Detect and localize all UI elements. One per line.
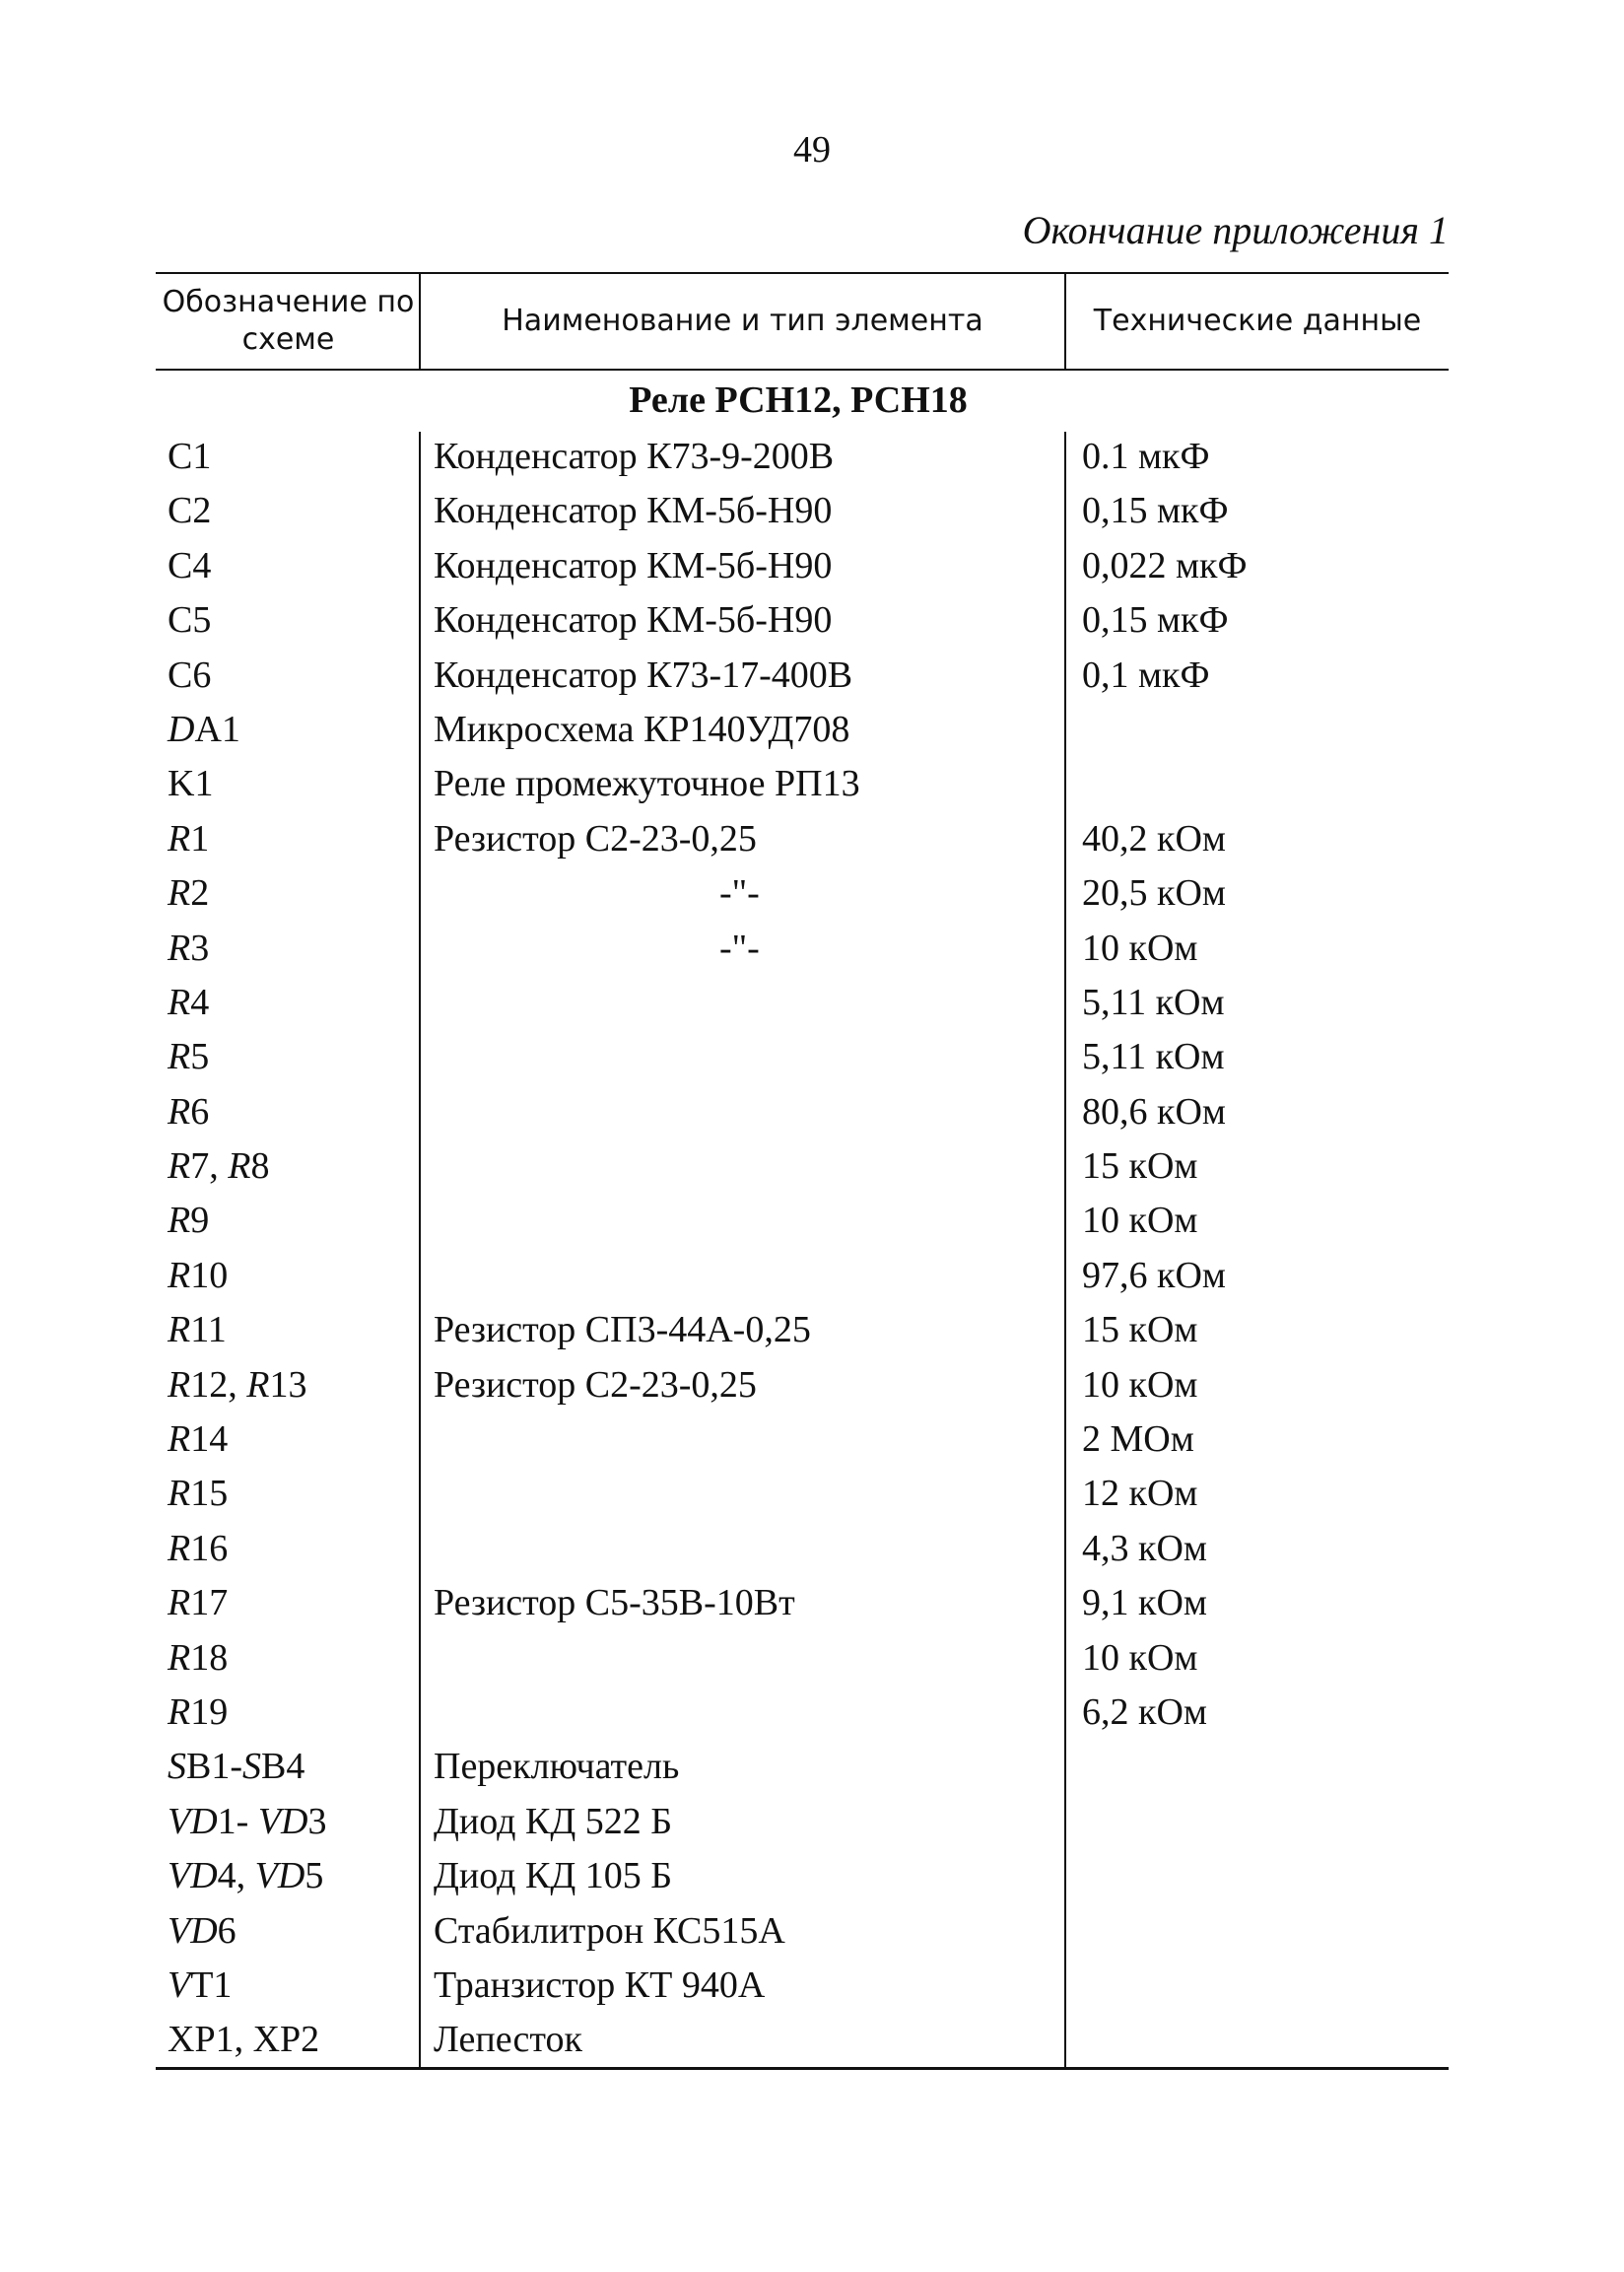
designation-part: A1 [194, 708, 240, 750]
table-row [0, 593, 1624, 648]
appendix-subtitle: Окончание приложения 1 [1022, 208, 1449, 252]
designation-part: R [168, 1582, 191, 1624]
table-row [0, 2013, 1624, 2067]
designation-cell [168, 703, 240, 757]
designation-cell [168, 1467, 228, 1521]
designation-part: V [168, 1963, 191, 2006]
designation-part: R [168, 872, 191, 915]
technical-data-cell: 10 кОм [1082, 1200, 1198, 1242]
designation-cell [168, 1303, 227, 1357]
technical-data-cell: 5,11 кОм [1082, 981, 1225, 1023]
section-title: Реле РСН12, РСН18 [629, 379, 968, 421]
designation-cell [168, 1904, 237, 1959]
designation-part: 8 [250, 1145, 270, 1188]
technical-data-cell: 10 кОм [1082, 1636, 1198, 1679]
designation-part: R [168, 1200, 191, 1242]
element-name-cell: Резистор С2-23-0,25 [434, 1363, 757, 1406]
table-row [0, 649, 1624, 703]
designation-part: 3 [190, 927, 210, 969]
technical-data-cell: 10 кОм [1082, 1363, 1198, 1406]
designation-part: R [168, 1636, 191, 1679]
technical-data-cell: 0,15 мкФ [1082, 599, 1229, 642]
technical-data-cell: 0,022 мкФ [1082, 544, 1248, 586]
designation-cell [168, 922, 209, 976]
technical-data-cell: 0,1 мкФ [1082, 654, 1210, 696]
element-name-cell: Реле промежуточное РП13 [434, 763, 860, 805]
technical-data-cell: 9,1 кОм [1082, 1582, 1207, 1624]
designation-part: 2 [190, 872, 210, 915]
table-row [0, 757, 1624, 811]
designation-part: R [168, 1363, 191, 1406]
designation-part: K1 [168, 763, 214, 805]
table-row [0, 1522, 1624, 1576]
technical-data-cell: 0,15 мкФ [1082, 490, 1229, 532]
element-name-cell: Переключатель [434, 1746, 680, 1788]
designation-cell [168, 1740, 304, 1794]
table-row [0, 1904, 1624, 1959]
designation-part: 11 [190, 1309, 227, 1351]
designation-cell [168, 1085, 209, 1139]
designation-part: 1 [190, 817, 210, 860]
table-row [0, 1467, 1624, 1521]
designation-part: R [168, 1090, 191, 1133]
table-row [0, 1085, 1624, 1139]
technical-data-cell: 5,11 кОм [1082, 1036, 1225, 1078]
element-name-cell: Резистор С5-35В-10Вт [434, 1582, 795, 1624]
designation-part: 6 [190, 1090, 210, 1133]
designation-part: R [168, 981, 191, 1023]
element-name-cell: Микросхема КР140УД708 [434, 708, 850, 750]
element-name-cell: -"- [719, 872, 760, 915]
technical-data-cell: 10 кОм [1082, 927, 1198, 969]
technical-data-cell: 80,6 кОм [1082, 1090, 1226, 1133]
designation-part: R [228, 1145, 251, 1188]
designation-cell [168, 1139, 269, 1194]
designation-cell [168, 976, 209, 1030]
designation-cell [168, 1849, 323, 1903]
technical-data-cell: 4,3 кОм [1082, 1527, 1207, 1569]
designation-part: C6 [168, 654, 212, 696]
table-row [0, 812, 1624, 866]
table-row [0, 1358, 1624, 1412]
table-row [0, 1795, 1624, 1849]
designation-cell [168, 2013, 319, 2067]
table-row [0, 1959, 1624, 2013]
designation-part: 5 [190, 1036, 210, 1078]
designation-cell [168, 1686, 228, 1740]
designation-part: 18 [190, 1636, 229, 1679]
designation-cell [168, 539, 211, 593]
table-body [0, 430, 1624, 2068]
technical-data-cell: 6,2 кОм [1082, 1690, 1207, 1733]
designation-cell [168, 593, 211, 648]
table-row [0, 1686, 1624, 1740]
designation-part: C5 [168, 599, 212, 642]
designation-part: 17 [190, 1582, 229, 1624]
table-row [0, 866, 1624, 921]
designation-part: 9 [190, 1200, 210, 1242]
designation-part: 7, [190, 1145, 229, 1188]
designation-part: C4 [168, 544, 212, 586]
table-row [0, 1249, 1624, 1303]
designation-part: XP1, XP2 [168, 2019, 320, 2061]
designation-part: VD [168, 1855, 218, 1897]
designation-part: R [168, 1418, 191, 1461]
designation-cell [168, 1030, 209, 1084]
element-name-cell: Конденсатор КМ-5б-Н90 [434, 599, 833, 642]
designation-part: R [168, 1690, 191, 1733]
table-row [0, 1412, 1624, 1467]
designation-part: R [168, 1254, 191, 1296]
designation-part: B1- [186, 1746, 242, 1788]
header-data: Технические данные [1093, 304, 1422, 338]
element-name-cell: Транзистор КТ 940А [434, 1963, 766, 2006]
technical-data-cell: 40,2 кОм [1082, 817, 1226, 860]
element-name-cell: Конденсатор К73-17-400В [434, 654, 853, 696]
designation-cell [168, 757, 213, 811]
designation-part: 10 [190, 1254, 229, 1296]
designation-part: C2 [168, 490, 212, 532]
designation-cell [168, 1358, 306, 1412]
designation-part: 4 [190, 981, 210, 1023]
designation-part: D [168, 708, 195, 750]
designation-part: R [168, 817, 191, 860]
designation-cell [168, 484, 211, 538]
table-row [0, 484, 1624, 538]
designation-part: 3 [307, 1800, 327, 1842]
table-row [0, 539, 1624, 593]
designation-part: R [168, 1036, 191, 1078]
designation-part: VD [168, 1909, 218, 1952]
table-row [0, 1303, 1624, 1357]
element-name-cell: Диод КД 105 Б [434, 1855, 673, 1897]
designation-part: 5 [304, 1855, 324, 1897]
technical-data-cell: 2 МОм [1082, 1418, 1194, 1461]
designation-part: 4, [217, 1855, 255, 1897]
designation-cell [168, 866, 209, 921]
table-row [0, 1631, 1624, 1686]
designation-part: 14 [190, 1418, 229, 1461]
designation-part: R [168, 927, 191, 969]
designation-cell [168, 430, 211, 484]
technical-data-cell: 0.1 мкФ [1082, 436, 1210, 477]
designation-part: B4 [261, 1746, 305, 1788]
designation-part: R [168, 1309, 191, 1351]
designation-part: VD [257, 1800, 308, 1842]
technical-data-cell: 97,6 кОм [1082, 1254, 1226, 1296]
technical-data-cell: 20,5 кОм [1082, 872, 1226, 915]
designation-part: 16 [190, 1527, 229, 1569]
table-row [0, 976, 1624, 1030]
designation-part: 6 [217, 1909, 237, 1952]
designation-cell [168, 1959, 232, 2013]
header-name: Наименование и тип элемента [502, 304, 983, 338]
designation-part: 15 [190, 1473, 229, 1515]
element-name-cell: Лепесток [434, 2019, 582, 2061]
table-row [0, 922, 1624, 976]
element-name-cell: Конденсатор КМ-5б-Н90 [434, 544, 833, 586]
designation-cell [168, 649, 211, 703]
designation-part: R [168, 1473, 191, 1515]
element-name-cell: Резистор СП3-44А-0,25 [434, 1309, 811, 1351]
table-row [0, 1576, 1624, 1630]
page-number: 49 [793, 129, 831, 171]
designation-cell [168, 1249, 228, 1303]
table-row [0, 1139, 1624, 1194]
designation-cell [168, 1522, 228, 1576]
element-name-cell: Стабилитрон КС515А [434, 1909, 785, 1952]
designation-part: R [246, 1363, 270, 1406]
designation-part: 1- [217, 1800, 258, 1842]
designation-part: R [168, 1527, 191, 1569]
table-row [0, 1740, 1624, 1794]
designation-cell [168, 812, 209, 866]
designation-part: 13 [269, 1363, 307, 1406]
element-name-cell: Конденсатор КМ-5б-Н90 [434, 490, 833, 532]
element-name-cell: Конденсатор К73-9-200В [434, 436, 835, 477]
header-designation: Обозначение по схеме [162, 285, 415, 357]
designation-part: C1 [168, 436, 212, 477]
designation-part: S [242, 1746, 261, 1788]
designation-cell [168, 1795, 326, 1849]
table-row [0, 1849, 1624, 1903]
element-name-cell: Диод КД 522 Б [434, 1800, 673, 1842]
table-row [0, 430, 1624, 484]
technical-data-cell: 12 кОм [1082, 1473, 1198, 1515]
designation-part: R [168, 1145, 191, 1188]
designation-cell [168, 1631, 228, 1686]
technical-data-cell: 15 кОм [1082, 1309, 1198, 1351]
table-row [0, 1194, 1624, 1248]
designation-part: S [168, 1746, 186, 1788]
table-row [0, 1030, 1624, 1084]
element-name-cell: Резистор С2-23-0,25 [434, 817, 757, 860]
designation-part: 19 [190, 1690, 229, 1733]
designation-part: 12, [190, 1363, 247, 1406]
designation-cell [168, 1194, 209, 1248]
technical-data-cell: 15 кОм [1082, 1145, 1198, 1188]
designation-cell [168, 1412, 228, 1467]
designation-cell [168, 1576, 228, 1630]
table-row [0, 703, 1624, 757]
designation-part: VD [168, 1800, 218, 1842]
element-name-cell: -"- [719, 927, 760, 969]
designation-part: T1 [190, 1963, 233, 2006]
designation-part: VD [254, 1855, 305, 1897]
header-bottom-rule [156, 369, 1449, 371]
